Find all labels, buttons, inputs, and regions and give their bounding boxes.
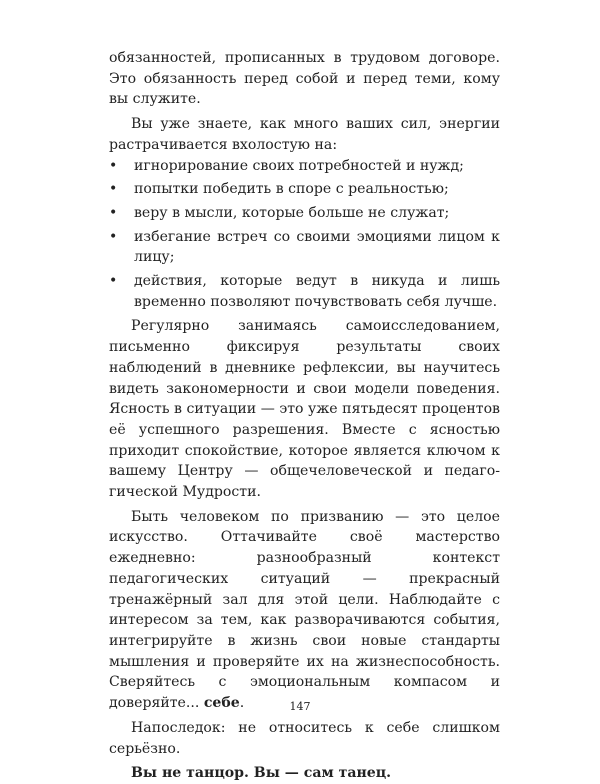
bullet-icon: • xyxy=(109,228,118,245)
paragraph-self-research: Регулярно занимаясь самоисследованием, письменно фиксируя результаты своих наблюдений в дневнике рефлексии, вы научитесь видеть закономерности и свои модели поведения. Ясность в ситуации — это уже пятьдесят процентов её успешного разрешения. Вместе с ясностью приходит спокойствие, которое является ключом к вашему Центру — общечеловеческой и педагогической Мудрости. xyxy=(109,318,500,501)
paragraph-finally: Напоследок: не относитесь к себе слишком серьёзно. xyxy=(109,719,500,757)
list-item xyxy=(109,203,500,224)
emphasis-self: себе xyxy=(203,695,240,712)
bullet-icon: • xyxy=(109,273,118,290)
bullet-icon: • xyxy=(109,181,118,198)
paragraph-intro-list: Вы уже знаете, как много ваших сил, энергии растрачивается вхолостую на: xyxy=(109,116,500,153)
list-item-text: действия, которые ведут в никуда и лишь временно позволяют почувствовать себя лучше. xyxy=(134,273,500,310)
paragraph-calling-text: Быть человеком по призванию — это целое искусство. Оттачивайте своё мастерство ежедневно: разнообразный контекст педагогических ситуаций — прекрасный тренажёрный зал для этой цели. Наблюдайте с интересом за тем, как разворачиваются события, интегрируйте в жизнь свои новые стандарты мышления и проверяйте их на жизнеспособность. Сверяйтесь с эмоциональным компасом и доверяйте... xyxy=(109,508,500,712)
list-item xyxy=(109,227,500,268)
paragraph-closing-bold: Вы не танцор. Вы — сам танец. xyxy=(131,765,392,782)
list-item xyxy=(109,179,500,200)
paragraph-calling-end: . xyxy=(239,695,245,712)
list-item-text: попытки победить в споре с реальностью; xyxy=(134,181,449,198)
paragraph-calling xyxy=(109,507,500,714)
list-item xyxy=(109,271,500,312)
page-body xyxy=(109,48,500,784)
bullet-list xyxy=(109,156,500,313)
list-item-text: веру в мысли, которые больше не служат; xyxy=(134,204,450,221)
list-item xyxy=(109,156,500,177)
list-item-text: избегание встреч со своими эмоциями лицом к лицу; xyxy=(134,228,500,266)
paragraph-continuation: обязанностей, прописанных в трудовом договоре. Это обязанность перед собой и перед теми, кому вы служите. xyxy=(109,50,500,108)
bullet-icon: • xyxy=(109,204,118,221)
page-number: 147 xyxy=(289,700,311,713)
bullet-icon: • xyxy=(109,157,118,174)
list-item-text: игнорирование своих потребностей и нужд; xyxy=(134,157,464,174)
